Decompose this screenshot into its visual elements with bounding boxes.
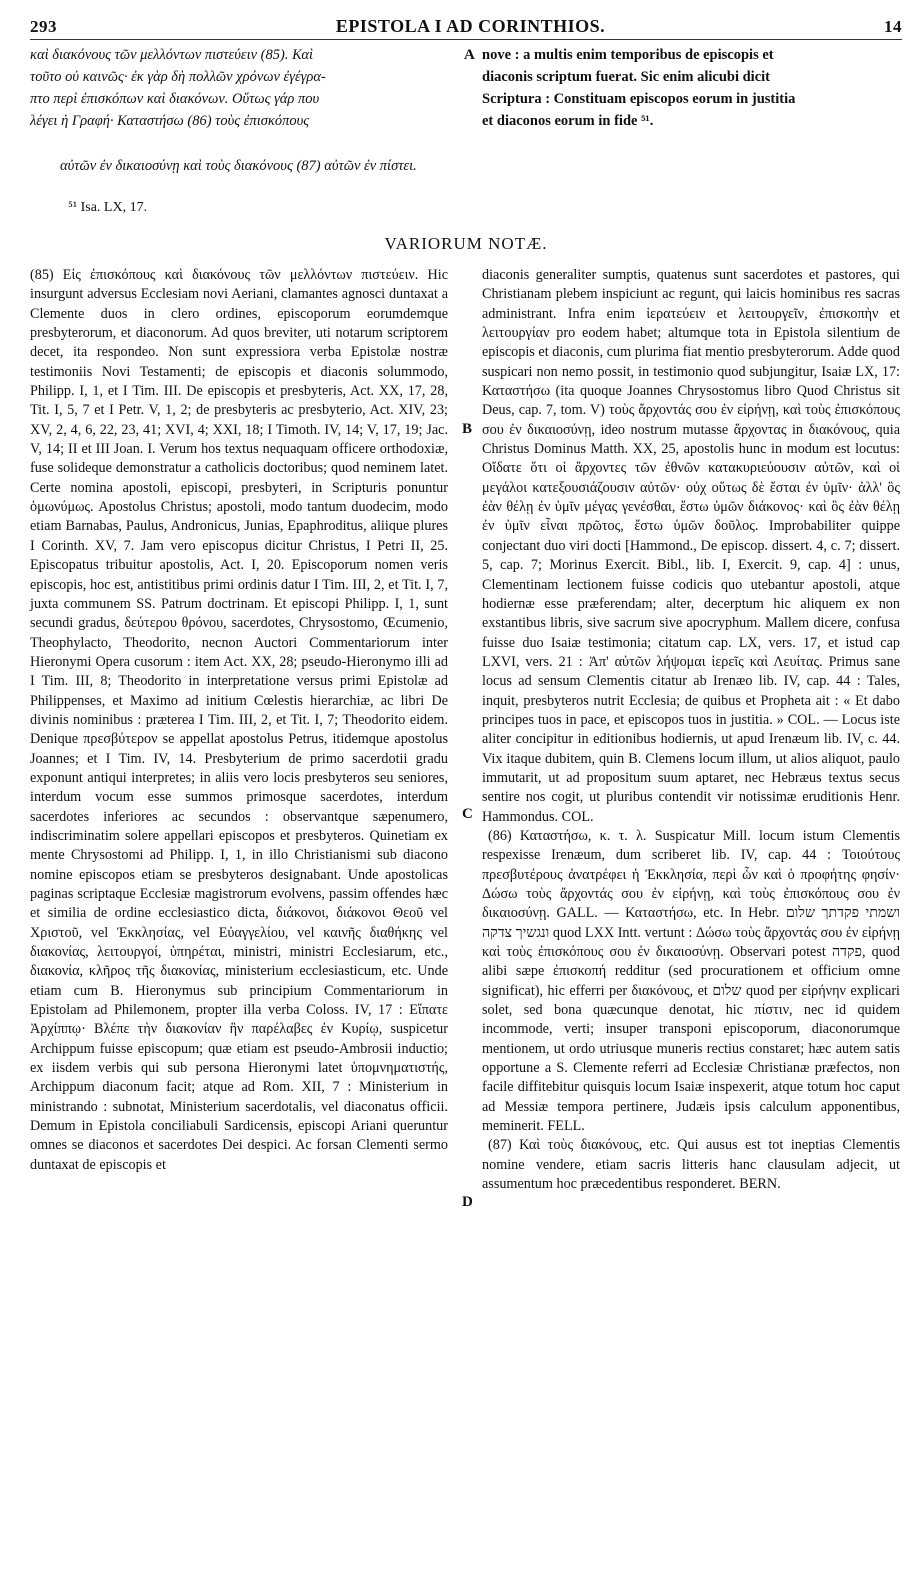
- page-header: [30, 16, 902, 40]
- notes-right-column: [482, 266, 900, 1195]
- scripture-footnote: ⁵¹ Isa. LX, 17.: [68, 200, 148, 215]
- note-paragraph: (87) Καὶ τοὺς διακόνους, etc. Qui ausus est tot ineptias Clementis nomine vendere, etiam sacris litteris hanc clausulam adjecit, ut assumentum hoc præcedentibus responderet. BERN.: [482, 1137, 900, 1193]
- greek-tail-line: αὐτῶν ἐν δικαιοσύνῃ καὶ τοὺς διακόνους (87) αὐτῶν ἐν πίστει.: [60, 158, 417, 174]
- latin-line: nove : a multis enim temporibus de episcopis et: [482, 47, 774, 63]
- greek-text: [30, 44, 460, 132]
- note-paragraph: diaconis generaliter sumptis, quatenus sunt sacerdotes et pastores, qui Christianam plebem inspiciunt ac regunt, qui laicis hominibus res sacras administrant. Infra enim ἱερατεύειν et λειτουργεῖν, ἐπισκοπὴν et λειτουργίαν pro eodem habet; altumque tota in Epistola silentium de episcopis et diaconis, cum plurima fiat mentio presbyterorum. Adde quod suspicari non nemo possit, in testimonio quod subjungitur, Isaiæ LX, 17: Καταστήσω (ita quoque Joannes Chrysostomus libro Quod Christus sit Deus, cap. 7, tom. V) τοὺς ἄρχοντάς σου ἐν εἰρήνῃ, καὶ τοὺς ἐπισκόπους σου ἐν δικαιοσύνῃ, ideo nostrum mutasse ἄρχοντας in διακόνους, quia Christus Dominus Matth. XX, 25, apostolis hunc in modum est locutus: Οἴδατε ὅτι οἱ ἄρχοντες τῶν ἐθνῶν κατακυριεύουσιν αὐτῶν, καὶ οἱ μεγάλοι κατεξουσιάζουσιν αὐτῶν· οὐχ οὕτως δὲ ἔσται ἐν ὑμῖν· ἀλλ' ὃς ἐὰν θέλῃ ἐν ὑμῖν μέγας γενέσθαι, ἔστω ὑμῶν διάκονος· καὶ ὃς ἐὰν θέλῃ ἐν ὑμῖν εἶναι πρῶτος, ἔστω ὑμῶν δοῦλος. Improbabiliter quippe conjectant duo viri docti [Hammond., De episcop. dissert. 4, c. 7; dissert. 5, cap. 7; Morinus Exercit. Bibl., lib. I, Exercit. 9, cap. 4] : unus, Clementinam lectionem fuisse codicis quo utebantur apostoli, atque hodiernæ esse præferendam; alter, decerptum hic aliquem ex non exstantibus libris, sive sacrum sive apocryphum. Mallem dicere, confusa fuisse duo Isaiæ testimonia; citatum cap. LX, vers. 17, et istud cap LXVI, vers. 21 : Ἀπ' αὐτῶν λήψομαι ἱερεῖς καὶ Λευίτας. Primus sane locus ad sensum Clementis citatur ab Irenæo lib. IV, cap. 44 : Tales, inquit, presbyteros nutrit Ecclesia; de quibus et Propheta ait : « Et dabo principes tuos in pace, et episcopos tuos in justitia. » COL. — Locus iste aliter concipitur in editionibus hodiernis, ut apud Irenæum lib. IV, c. 44. Vix itaque dubitem, quin B. Clemens locum illum, ut alios aliquot, paulo immutarit, ut ad propositum suum aptaret, nec Hebræus textus secus sentire nos cogit, ut pluribus contendit vir notissimæ eruditionis Henr. Hammondus. COL.: [482, 267, 900, 825]
- greek-line: πτο περὶ ἐπισκόπων καὶ διακόνων. Οὕτως γάρ που: [30, 91, 320, 107]
- header-right-mark: 14: [884, 17, 902, 36]
- document-page: [30, 16, 902, 1210]
- note-paragraph: (85) Εἰς ἐπισκόπους καὶ διακόνους τῶν μελλόντων πιστεύειν. Hic insurgunt adversus Ecclesiam novi Aeriani, clamantes agnosci duntaxat a Clemente duos in clero ordines, episcoporum eorumdemque presbyterorum, et diaconorum. Ad quos breviter, uti notarum scriptorem decet, ita respondeo. Non sunt expressiora verba Epistolæ nostræ testimoniis Novi Testamenti; de episcopis et diaconis solummodo, Philipp. I, 1, et I Tim. III. De episcopis et presbyteris, Act. XX, 17, 28, Tit. I, 5, 7 et I Petr. V, 1, 2; de presbyteris ac presbyterio, Act. XIV, 23; XV, 2, 4, 6, 22, 23, 41; XVI, 4; XXI, 18; I Timoth. IV, 14; V, 17, 19; Jac. V, 14; II et III Joan. I. Verum hos textus nequaquam officere orthodoxiæ, fuse solideque demonstratur a catholicis doctoribus; quod neminem latet. Certe nomina apostoli, episcopi, presbyteri, in Scripturis ponuntur ὁμωνύμως. Apostolus Christus; apostoli, modo tantum duodecim, modo etiam Barnabas, Paulus, Andronicus, Junias, Epaphroditus, aliique plures I Corinth. XV, 7. Jam vero episcopus dicitur Christus, I Petri II, 25. Episcopatus tribuitur apostolis, Act. I, 20. Episcoporum nomen veris episcopis, hoc est, antistitibus primi ordinis datur I Tim. III, 2, et Tit. I, 7, juxta communem SS. Patrum doctrinam. Et episcopi Philipp. I, 1, sunt secundi gradus, δεύτερου θρόνου, sacerdotes, Chrysostomo, Œcumenio, Theophylacto, Theodorito, necnon Auctori Commentariorum inter Hieronymi Opera cusorum : item Act. XX, 28; pseudo-Hieronymo illi ad I Tim. III, 8; Theodorito in interpretatione versus primi Epistolæ ad Philippenses, et Maximo ad initium Cœlestis hierarchiæ, ac libri De divinis nominibus : præterea I Tim. III, 2, et Tit. I, 7; Theodorito eidem. Denique πρεσβύτερον se appellat apostolus Petrus, itidemque apostolus Joannes; et I Tim. IV, 14. Presbyterium de primo sacerdotii gradu exponunt antiqui interpretes; in aliis vero locis presbyteros seu seniores, interdum vocum esse summos primosque sacerdotes, interdum sacerdotes inferiores ac secundos : observantque sæpenumero, indiscriminatim solere appellari episcopos et presbyteros. Quinetiam ex mente Chrysostomi ad Philipp. I, 1, in illo Christianismi sub diacono nomine episcopos etiam se presbyteros designabant. Unde apostolicas paginas scriptaque Ecclesiæ magistrorum evolvens, passim offendes hæc et similia de ordine ecclesiastico dicta, διάκονοι, διάκονοι Θεοῦ vel Χριστοῦ, vel Ἐκκλησίας, vel Εὐαγγελίου, vel καινῆς διαθήκης vel διακονίας, λειτουργοί, ὑπηρέται, ministri, ministri Ecclesiarum, etc., διακονία, κλῆρος τῆς διακονίας, ministerium ecclesiasticum, etc. Unde etiam cum B. Hieronymus sub principium Commentariorum in Epistolam ad Philemonem, propter illa verba Coloss. IV, 17 : Εἴπατε Ἀρχίππῳ· Βλέπε τὴν διακονίαν ἣν παρέλαβες ἐν Κυρίῳ, suspicetur Archippum fuisse episcopum; quæ etiam est pseudo-Ambrosii inductio; ex iisdem verbis qui sub persona Hieronymi latet ὑπομνηματιστής, Archippum diaconum facit; atque ad Rom. XII, 7 : Ministerium in ministrando : subnotat, Ministerium sacerdotalis, vel diaconatus officii. Demum in Epistola conciliabuli Sardicensis, episcopi Ariani queruntur omnes se diaconos et sacerdotes Dei despici. Ac forsan Clementi sermo duntaxat de episcopis et: [30, 267, 448, 1173]
- latin-line: Scriptura : Constituam episcopos eorum in justitia: [482, 91, 796, 107]
- page-number: 293: [30, 17, 57, 36]
- latin-line: diaconis scriptum fuerat. Sic enim alicubi dicit: [482, 69, 770, 85]
- greek-line: λέγει ἡ Γραφή· Καταστήσω (86) τοὺς ἐπισκόπους: [30, 113, 310, 129]
- section-title: VARIORUM NOTÆ.: [384, 234, 548, 253]
- margin-marker-d: D: [462, 1194, 473, 1210]
- margin-marker-a: A: [464, 47, 475, 63]
- latin-text: [482, 44, 902, 132]
- margin-marker-b: B: [462, 421, 473, 437]
- note-paragraph: (86) Καταστήσω, κ. τ. λ. Suspicatur Mill. locum istum Clementis respexisse Irenæum, dum scriberet lib. IV, cap. 44 : Τοιούτους πρεσβυτέρους ἀνατρέφει ἡ Ἐκκλησία, περὶ ὧν καὶ ὁ προφήτης φησίν· Δώσω τοὺς ἄρχοντάς σου ἐν εἰρήνῃ, καὶ τοὺς ἐπισκόπους σου ἐν δικαιοσύνῃ. GALL. — Καταστήσω, etc. In Hebr. ושמתי פקדתך שלום ונגשיך צדקה quod LXX Intt. vertunt : Δώσω τοὺς ἄρχοντάς σου ἐν εἰρήνῃ καὶ τοὺς ἐπισκόπους σου ἐν δικαιοσύνῃ. Observari potest פקדה, quod alibi sæpe ἐπισκοπή redditur (sed procurationem et officium omne significat), hic efferri per διακόνους, et שלום quod per εἰρήνην explicari solet, sed bona quæcunque denotat, hic πίστιν, nec id quidem incommode, verti; insuper transponi episcoporum, diaconorumque mentionem, ut ordo utriusque muneris rectius constaret; hæc autem satis opportune a S. Clemente referri ad Ecclesiæ Christianæ præfectos, non facile diffitebitur quisquis locum Isaiæ inspexerit, atque totum hoc caput ad Messiæ tempora pertinere, Judæis ipsis calculum apponentibus, meminerit. FELL.: [482, 827, 900, 1135]
- margin-marker-c: C: [462, 806, 473, 822]
- notes-left-column: [30, 266, 448, 1175]
- greek-line: καὶ διακόνους τῶν μελλόντων πιστεύειν (85). Καὶ: [30, 47, 313, 63]
- page-title: EPISTOLA I AD CORINTHIOS.: [335, 16, 606, 36]
- greek-line: τοῦτο οὐ καινῶς· ἐκ γὰρ δὴ πολλῶν χρόνων ἐγέγρα-: [30, 69, 326, 85]
- latin-line: et diaconos eorum in fide ⁵¹.: [482, 113, 654, 129]
